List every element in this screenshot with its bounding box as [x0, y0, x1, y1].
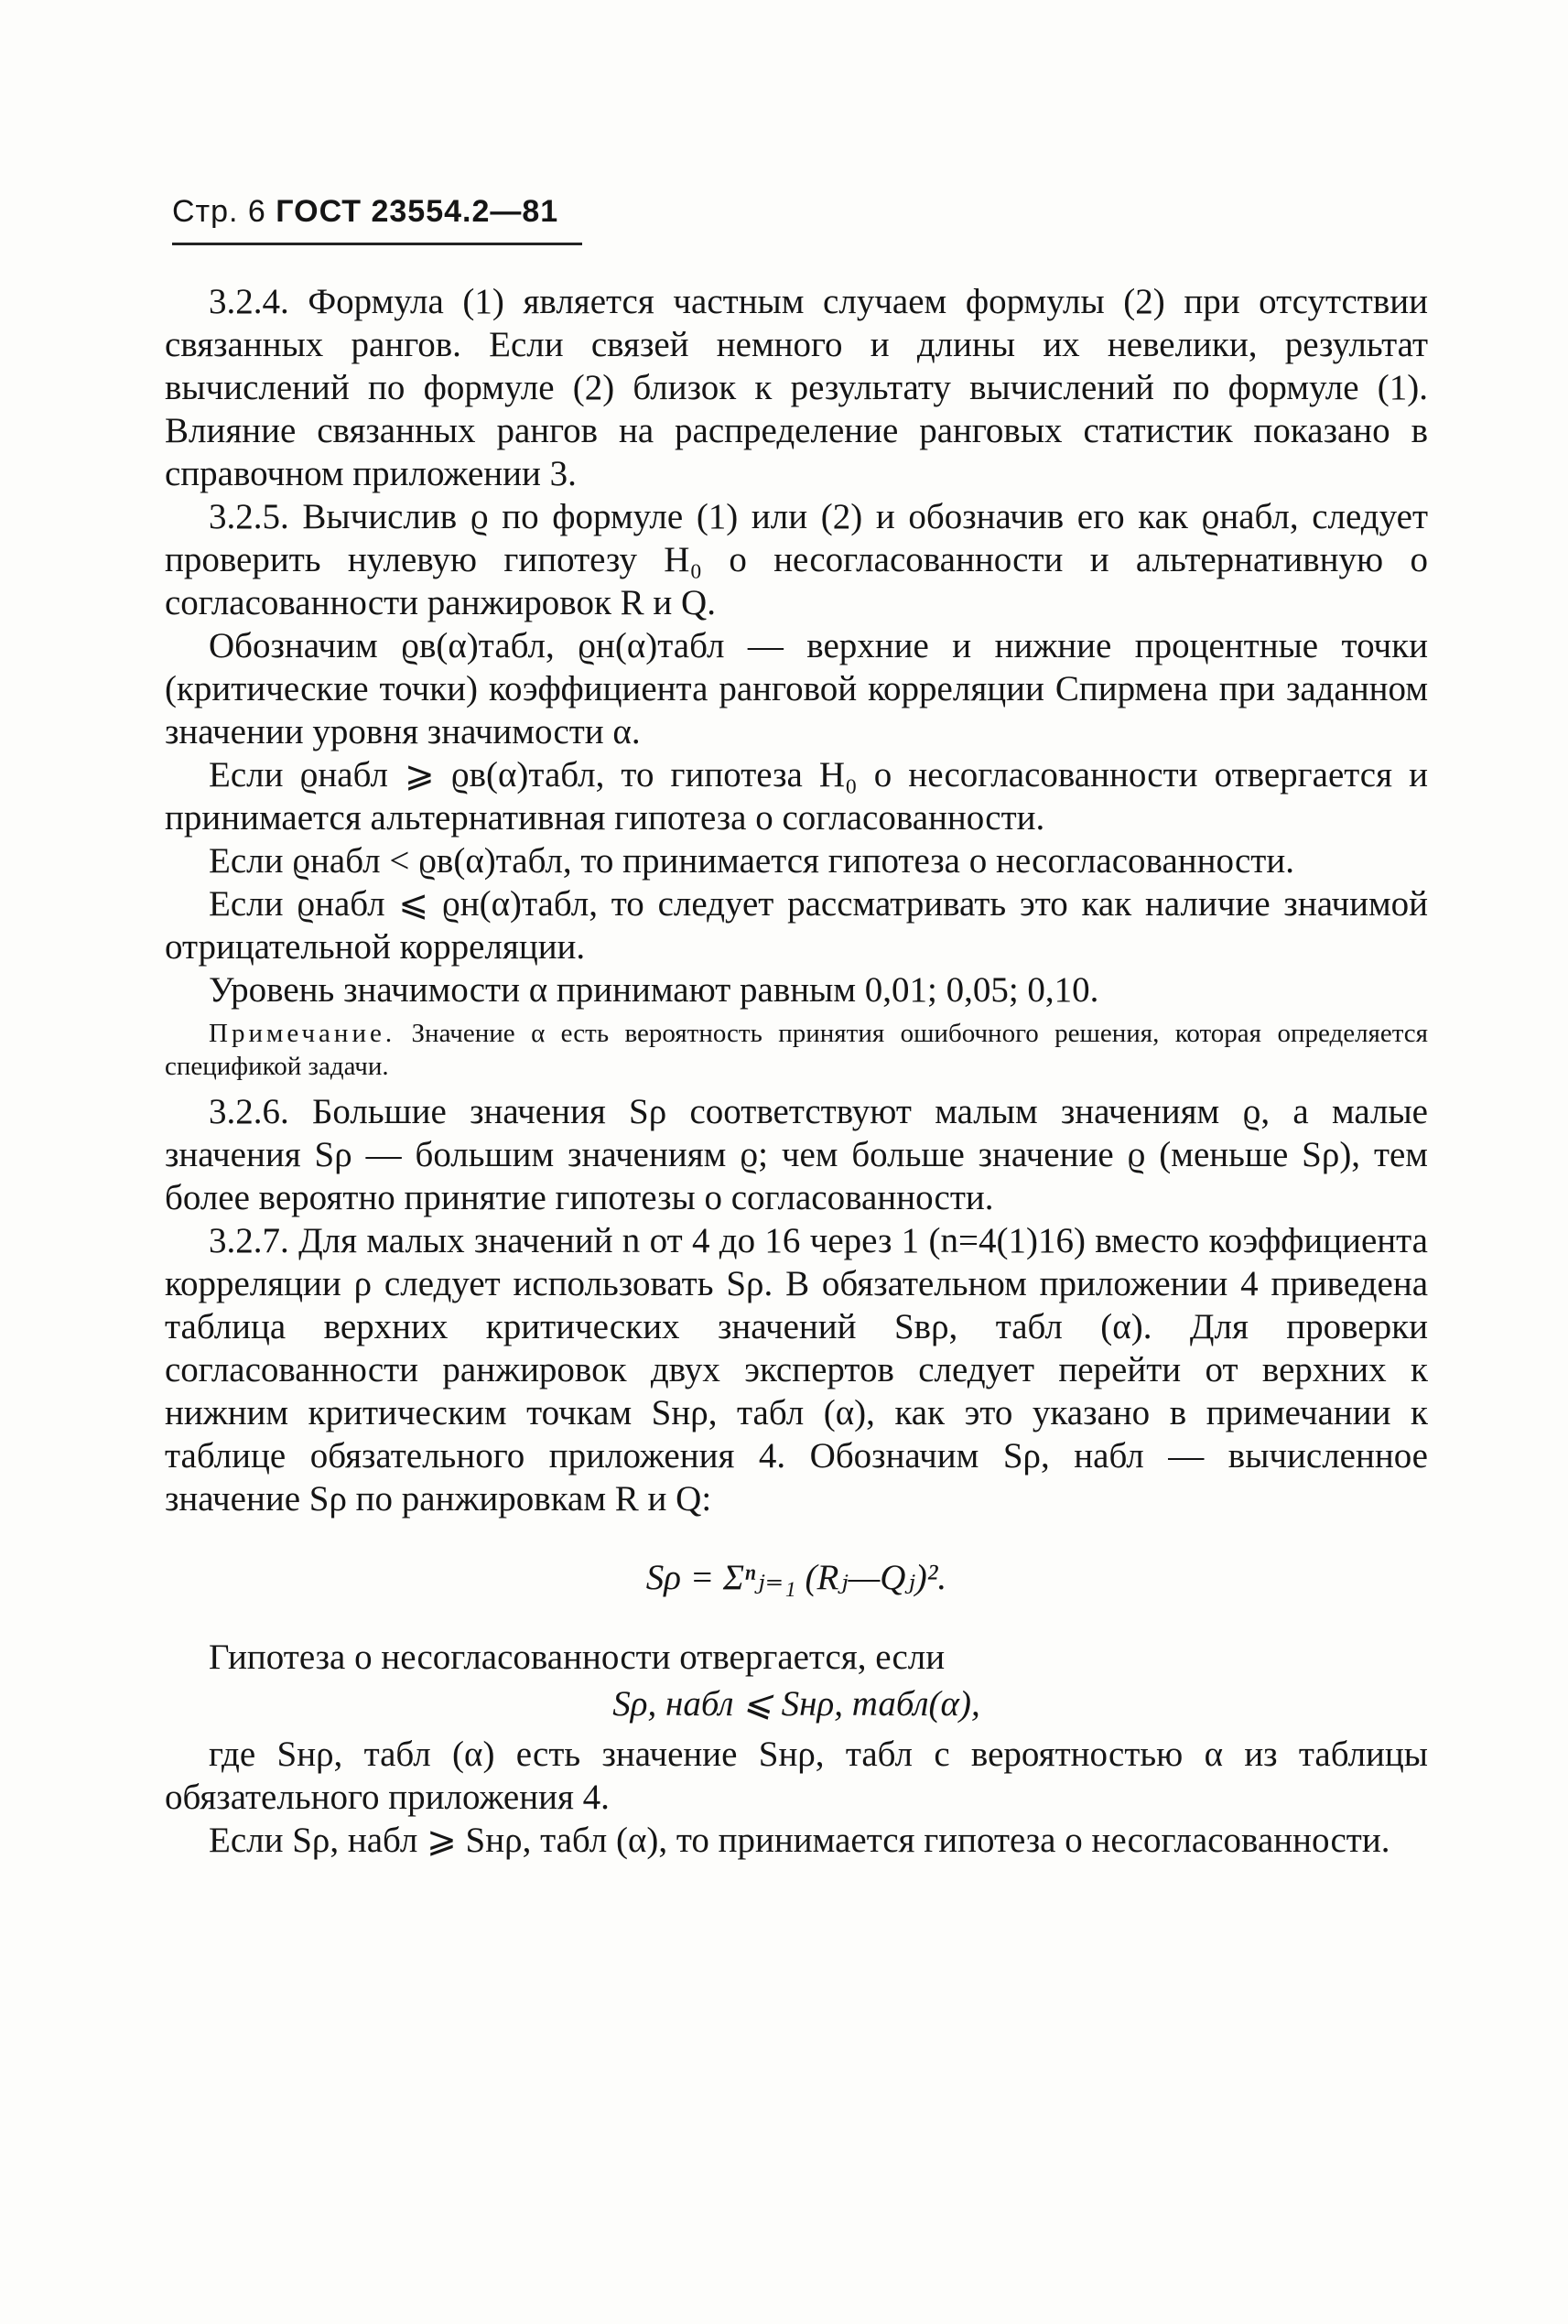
- paragraph-3-2-7: 3.2.7. Для малых значений n от 4 до 16 через 1 (n=4(1)16) вместо коэффициента корреляции ρ следует использовать Sρ. В обязательном приложении 4 приведена таблица верхних критических значений Sвρ, табл (α). Для проверки согласованности ранжировок двух экспертов следует перейти от верхних к нижним критическим точкам Sнρ, табл (α), как это указано в примечании к таблице обязательного приложения 4. Обозначим Sρ, набл — вычисленное значение Sρ по ранжировкам R и Q:: [165, 1221, 1428, 1519]
- paragraph-3-2-5: 3.2.5. Вычислив ϱ по формуле (1) или (2) и обозначив его как ϱнабл, следует проверить нулевую гипотезу H₀ о несогласованности и альтернативную о согласованности ранжировок R и Q.: [165, 497, 1428, 622]
- note: [165, 1017, 1428, 1083]
- formula-rejection: Sρ, набл ⩽ Sнρ, табл(α),: [612, 1684, 980, 1724]
- page-number: Стр. 6: [172, 194, 266, 229]
- paragraph-accept-condition: Если Sρ, набл ⩾ Sнρ, табл (α), то принимается гипотеза о несогласованности.: [209, 1821, 1390, 1860]
- document-body: [165, 280, 1428, 1862]
- paragraph-table-value: где Sнρ, табл (α) есть значение Sнρ, табл с вероятностью α из таблицы обязательного приложения 4.: [165, 1735, 1428, 1817]
- page-header: [172, 194, 582, 245]
- paragraph-rejection-condition: Гипотеза о несогласованности отвергается, если: [209, 1638, 946, 1677]
- paragraph-reject-h0: Если ϱнабл ⩾ ϱв(α)табл, то гипотеза H₀ о несогласованности отвергается и принимается альтернативная гипотеза о согласованности.: [165, 755, 1428, 838]
- paragraph-significance-level: Уровень значимости α принимают равным 0,01; 0,05; 0,10.: [209, 970, 1099, 1010]
- paragraph-3-2-4: 3.2.4. Формула (1) является частным случаем формулы (2) при отсутствии связанных рангов. Если связей немного и длины их невелики, результат вычислений по формуле (2) близок к результату вычислений по формуле (1). Влияние связанных рангов на распределение ранговых статистик показано в справочном приложении 3.: [165, 282, 1428, 493]
- standard-number: ГОСТ 23554.2—81: [276, 194, 559, 229]
- paragraph-accept-h0: Если ϱнабл < ϱв(α)табл, то принимается гипотеза о несогласованности.: [209, 841, 1294, 881]
- paragraph-3-2-6: 3.2.6. Большие значения Sρ соответствуют малым значениям ϱ, а малые значения Sρ — большим значениям ϱ; чем больше значение ϱ (меньше Sρ), тем более вероятно принятие гипотезы о согласованности.: [165, 1092, 1428, 1217]
- note-text: Значение α есть вероятность принятия ошибочного решения, которая определяется спецификой задачи.: [165, 1019, 1428, 1081]
- note-label: Примечание.: [209, 1019, 396, 1048]
- paragraph-negative-correlation: Если ϱнабл ⩽ ϱн(α)табл, то следует рассматривать это как наличие значимой отрицательной корреляции.: [165, 884, 1428, 967]
- paragraph-notation: Обозначим ϱв(α)табл, ϱн(α)табл — верхние и нижние процентные точки (критические точки) коэффициента ранговой корреляции Спирмена при заданном значении уровня значимости α.: [165, 626, 1428, 751]
- formula-sum-of-squares: Sρ = Σⁿⱼ₌₁ (Rⱼ—Qⱼ)².: [645, 1558, 947, 1597]
